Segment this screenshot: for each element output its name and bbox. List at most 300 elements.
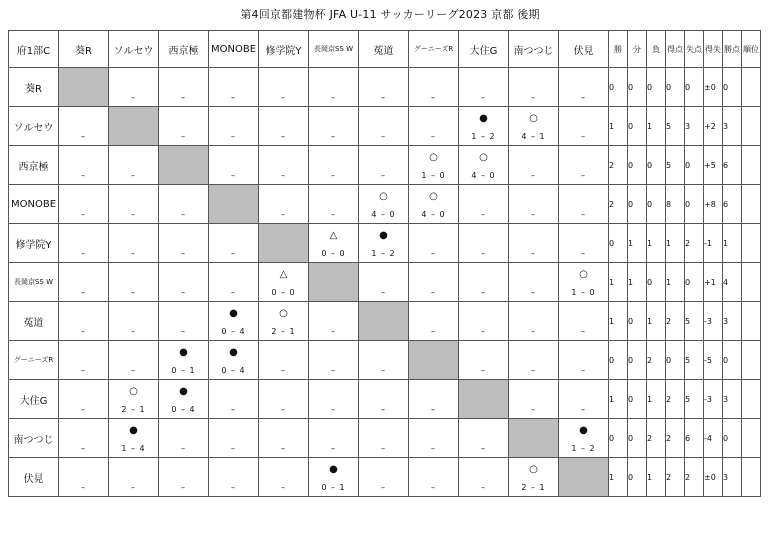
match-score: – bbox=[331, 366, 336, 375]
result-symbol: ○ bbox=[279, 308, 288, 319]
stat-losses: 2 bbox=[647, 341, 666, 380]
stat-goals-against: 2 bbox=[685, 458, 704, 497]
match-score: – bbox=[581, 210, 586, 219]
table-row bbox=[9, 68, 761, 107]
stat-points: 0 bbox=[723, 341, 742, 380]
stat-rank bbox=[742, 107, 761, 146]
match-score: – bbox=[381, 171, 386, 180]
match-score: 0 – 4 bbox=[221, 366, 246, 375]
col-team-5: 長岡京SS W bbox=[309, 31, 359, 68]
match-cell bbox=[409, 185, 459, 224]
match-score: – bbox=[281, 132, 286, 141]
stat-wins: 0 bbox=[609, 419, 628, 458]
header-row bbox=[9, 31, 761, 68]
stat-goals-against: 5 bbox=[685, 302, 704, 341]
match-score: – bbox=[281, 483, 286, 492]
match-score: – bbox=[331, 444, 336, 453]
match-score: – bbox=[431, 405, 436, 414]
match-cell bbox=[559, 380, 609, 419]
match-cell bbox=[459, 458, 509, 497]
stat-rank bbox=[742, 185, 761, 224]
match-cell bbox=[459, 224, 509, 263]
self-match-cell bbox=[259, 224, 309, 263]
match-cell bbox=[59, 185, 109, 224]
match-cell bbox=[209, 419, 259, 458]
match-cell bbox=[209, 458, 259, 497]
match-score: – bbox=[231, 483, 236, 492]
col-team-8: 大住G bbox=[459, 31, 509, 68]
stat-rank bbox=[742, 419, 761, 458]
match-score: 1 – 4 bbox=[121, 444, 146, 453]
table-row bbox=[9, 302, 761, 341]
match-cell bbox=[259, 68, 309, 107]
match-score: – bbox=[331, 210, 336, 219]
stat-points: 0 bbox=[723, 419, 742, 458]
row-team-name: 長岡京SS W bbox=[9, 263, 59, 302]
match-cell bbox=[209, 68, 259, 107]
match-cell bbox=[359, 68, 409, 107]
stat-losses: 0 bbox=[647, 185, 666, 224]
stat-points: 6 bbox=[723, 185, 742, 224]
match-cell bbox=[559, 302, 609, 341]
stat-goals-against: 2 bbox=[685, 224, 704, 263]
match-cell bbox=[359, 224, 409, 263]
match-cell bbox=[209, 146, 259, 185]
match-cell bbox=[459, 185, 509, 224]
stat-wins: 1 bbox=[609, 263, 628, 302]
match-cell bbox=[109, 224, 159, 263]
match-cell bbox=[209, 224, 259, 263]
stat-points: 1 bbox=[723, 224, 742, 263]
stat-losses: 1 bbox=[647, 224, 666, 263]
self-match-cell bbox=[109, 107, 159, 146]
match-cell bbox=[509, 146, 559, 185]
row-team-name: 修学院Y bbox=[9, 224, 59, 263]
match-score: – bbox=[281, 210, 286, 219]
table-row bbox=[9, 419, 761, 458]
match-cell bbox=[409, 419, 459, 458]
match-cell bbox=[259, 341, 309, 380]
match-score: – bbox=[381, 405, 386, 414]
match-cell bbox=[309, 341, 359, 380]
col-team-4: 修学院Y bbox=[259, 31, 309, 68]
stat-goals-against: 5 bbox=[685, 380, 704, 419]
match-score: – bbox=[331, 327, 336, 336]
match-score: 1 – 2 bbox=[571, 444, 596, 453]
league-table bbox=[8, 30, 761, 497]
match-score: – bbox=[131, 327, 136, 336]
match-score: – bbox=[231, 444, 236, 453]
stat-losses: 1 bbox=[647, 458, 666, 497]
row-team-name: 伏見 bbox=[9, 458, 59, 497]
stat-rank bbox=[742, 458, 761, 497]
stat-points: 3 bbox=[723, 458, 742, 497]
page-title: 第4回京都建物杯 JFA U-11 サッカーリーグ2023 京都 後期 bbox=[240, 8, 540, 21]
match-score: 0 – 4 bbox=[221, 327, 246, 336]
stat-goals-against: 6 bbox=[685, 419, 704, 458]
match-cell bbox=[159, 107, 209, 146]
match-score: – bbox=[181, 327, 186, 336]
stat-goals-for: 8 bbox=[666, 185, 685, 224]
match-score: – bbox=[581, 171, 586, 180]
match-score: 2 – 1 bbox=[271, 327, 296, 336]
stat-goals-for: 2 bbox=[666, 419, 685, 458]
row-team-name: 南つつじ bbox=[9, 419, 59, 458]
col-team-2: 西京極 bbox=[159, 31, 209, 68]
match-cell bbox=[409, 146, 459, 185]
match-score: – bbox=[481, 249, 486, 258]
result-symbol: ○ bbox=[129, 386, 138, 397]
match-cell bbox=[59, 341, 109, 380]
match-score: – bbox=[181, 483, 186, 492]
match-cell bbox=[209, 107, 259, 146]
match-score: 2 – 1 bbox=[121, 405, 146, 414]
self-match-cell bbox=[409, 341, 459, 380]
match-cell bbox=[509, 185, 559, 224]
table-row bbox=[9, 224, 761, 263]
stat-goal-diff: -1 bbox=[704, 224, 723, 263]
stat-rank bbox=[742, 68, 761, 107]
stat-losses: 1 bbox=[647, 302, 666, 341]
stat-goals-for: 0 bbox=[666, 341, 685, 380]
match-score: – bbox=[281, 405, 286, 414]
result-symbol: ● bbox=[229, 308, 238, 319]
match-cell bbox=[559, 263, 609, 302]
stat-rank bbox=[742, 302, 761, 341]
stat-goal-diff: -3 bbox=[704, 302, 723, 341]
match-score: – bbox=[481, 210, 486, 219]
match-score: – bbox=[481, 483, 486, 492]
match-score: – bbox=[181, 288, 186, 297]
self-match-cell bbox=[509, 419, 559, 458]
match-cell bbox=[109, 458, 159, 497]
stat-losses: 0 bbox=[647, 146, 666, 185]
stat-draws: 0 bbox=[628, 458, 647, 497]
division-label: 府1部C bbox=[9, 31, 59, 68]
result-symbol: ○ bbox=[429, 152, 438, 163]
stat-goals-against: 0 bbox=[685, 263, 704, 302]
match-cell bbox=[359, 419, 409, 458]
match-score: 0 – 0 bbox=[271, 288, 296, 297]
self-match-cell bbox=[209, 185, 259, 224]
match-score: – bbox=[81, 405, 86, 414]
result-symbol: ● bbox=[329, 464, 338, 475]
result-symbol: ● bbox=[179, 386, 188, 397]
match-score: – bbox=[381, 132, 386, 141]
match-score: 1 – 0 bbox=[421, 171, 446, 180]
stat-goals-against: 5 bbox=[685, 341, 704, 380]
match-score: – bbox=[131, 210, 136, 219]
stat-losses: 1 bbox=[647, 380, 666, 419]
match-cell bbox=[359, 185, 409, 224]
stat-draws: 1 bbox=[628, 263, 647, 302]
match-cell bbox=[359, 146, 409, 185]
stat-head-points: 勝点 bbox=[723, 31, 742, 68]
match-score: – bbox=[481, 444, 486, 453]
table-row bbox=[9, 263, 761, 302]
match-score: – bbox=[481, 93, 486, 102]
match-cell bbox=[409, 107, 459, 146]
match-score: – bbox=[531, 405, 536, 414]
match-cell bbox=[109, 263, 159, 302]
stat-wins: 1 bbox=[609, 458, 628, 497]
stat-goal-diff: ±0 bbox=[704, 68, 723, 107]
match-cell bbox=[459, 419, 509, 458]
match-score: – bbox=[131, 288, 136, 297]
match-score: 1 – 2 bbox=[471, 132, 496, 141]
row-team-name: 西京極 bbox=[9, 146, 59, 185]
table-row bbox=[9, 341, 761, 380]
row-team-name: 葵R bbox=[9, 68, 59, 107]
match-score: – bbox=[531, 171, 536, 180]
match-score: – bbox=[381, 93, 386, 102]
stat-goal-diff: +2 bbox=[704, 107, 723, 146]
stat-goals-for: 1 bbox=[666, 263, 685, 302]
match-cell bbox=[559, 107, 609, 146]
match-score: – bbox=[481, 288, 486, 297]
match-cell bbox=[109, 146, 159, 185]
stat-wins: 1 bbox=[609, 302, 628, 341]
match-score: – bbox=[281, 171, 286, 180]
match-cell bbox=[459, 107, 509, 146]
result-symbol: ○ bbox=[529, 113, 538, 124]
match-score: – bbox=[481, 366, 486, 375]
match-cell bbox=[159, 224, 209, 263]
result-symbol: ○ bbox=[429, 191, 438, 202]
match-score: – bbox=[181, 210, 186, 219]
result-symbol: △ bbox=[329, 230, 338, 241]
stat-draws: 0 bbox=[628, 341, 647, 380]
match-cell bbox=[59, 419, 109, 458]
match-score: – bbox=[331, 171, 336, 180]
match-cell bbox=[159, 263, 209, 302]
stat-wins: 1 bbox=[609, 107, 628, 146]
match-cell bbox=[59, 107, 109, 146]
match-score: – bbox=[131, 93, 136, 102]
stat-goals-for: 2 bbox=[666, 380, 685, 419]
match-score: – bbox=[131, 171, 136, 180]
stat-draws: 0 bbox=[628, 68, 647, 107]
result-symbol: ○ bbox=[529, 464, 538, 475]
match-score: – bbox=[81, 210, 86, 219]
col-team-0: 葵R bbox=[59, 31, 109, 68]
stat-goals-for: 1 bbox=[666, 224, 685, 263]
match-cell bbox=[309, 224, 359, 263]
match-cell bbox=[109, 185, 159, 224]
self-match-cell bbox=[59, 68, 109, 107]
stat-draws: 0 bbox=[628, 185, 647, 224]
stat-goal-diff: -4 bbox=[704, 419, 723, 458]
result-symbol: ● bbox=[129, 425, 138, 436]
match-score: – bbox=[431, 249, 436, 258]
stat-rank bbox=[742, 263, 761, 302]
match-score: – bbox=[81, 171, 86, 180]
match-score: – bbox=[581, 249, 586, 258]
match-score: – bbox=[181, 132, 186, 141]
stat-rank bbox=[742, 146, 761, 185]
match-score: – bbox=[231, 249, 236, 258]
match-score: – bbox=[81, 483, 86, 492]
match-score: – bbox=[531, 93, 536, 102]
match-cell bbox=[109, 341, 159, 380]
stat-head-rank: 順位 bbox=[742, 31, 761, 68]
result-symbol: ○ bbox=[579, 269, 588, 280]
match-score: – bbox=[231, 93, 236, 102]
match-cell bbox=[459, 146, 509, 185]
col-team-9: 南つつじ bbox=[509, 31, 559, 68]
match-score: – bbox=[231, 132, 236, 141]
match-score: 1 – 2 bbox=[371, 249, 396, 258]
match-score: – bbox=[81, 444, 86, 453]
match-cell bbox=[359, 458, 409, 497]
match-score: – bbox=[531, 366, 536, 375]
match-score: – bbox=[581, 366, 586, 375]
match-score: – bbox=[281, 444, 286, 453]
match-score: – bbox=[81, 327, 86, 336]
match-score: – bbox=[481, 327, 486, 336]
self-match-cell bbox=[559, 458, 609, 497]
match-cell bbox=[159, 185, 209, 224]
match-score: – bbox=[431, 444, 436, 453]
match-cell bbox=[409, 380, 459, 419]
match-cell bbox=[459, 302, 509, 341]
result-symbol: ● bbox=[229, 347, 238, 358]
stat-goal-diff: -3 bbox=[704, 380, 723, 419]
self-match-cell bbox=[159, 146, 209, 185]
match-cell bbox=[59, 302, 109, 341]
stat-wins: 2 bbox=[609, 185, 628, 224]
match-cell bbox=[309, 185, 359, 224]
col-team-10: 伏見 bbox=[559, 31, 609, 68]
stat-losses: 0 bbox=[647, 68, 666, 107]
match-score: – bbox=[131, 483, 136, 492]
match-cell bbox=[309, 146, 359, 185]
self-match-cell bbox=[459, 380, 509, 419]
row-team-name: 菟道 bbox=[9, 302, 59, 341]
match-score: – bbox=[581, 132, 586, 141]
match-cell bbox=[259, 458, 309, 497]
match-cell bbox=[509, 107, 559, 146]
match-cell bbox=[409, 224, 459, 263]
match-cell bbox=[559, 341, 609, 380]
stat-points: 3 bbox=[723, 107, 742, 146]
match-cell bbox=[309, 68, 359, 107]
match-cell bbox=[309, 302, 359, 341]
match-cell bbox=[109, 380, 159, 419]
stat-losses: 0 bbox=[647, 263, 666, 302]
match-cell bbox=[409, 458, 459, 497]
match-cell bbox=[259, 185, 309, 224]
stat-goals-for: 2 bbox=[666, 302, 685, 341]
match-score: 0 – 0 bbox=[321, 249, 346, 258]
match-cell bbox=[159, 302, 209, 341]
match-cell bbox=[359, 341, 409, 380]
stat-wins: 2 bbox=[609, 146, 628, 185]
match-score: – bbox=[431, 288, 436, 297]
match-score: – bbox=[531, 249, 536, 258]
match-score: – bbox=[581, 327, 586, 336]
stat-rank bbox=[742, 341, 761, 380]
col-team-1: ソルセウ bbox=[109, 31, 159, 68]
match-cell bbox=[209, 302, 259, 341]
match-cell bbox=[309, 107, 359, 146]
match-cell bbox=[359, 263, 409, 302]
match-cell bbox=[59, 458, 109, 497]
match-score: 4 – 1 bbox=[521, 132, 546, 141]
match-cell bbox=[109, 68, 159, 107]
match-score: – bbox=[281, 93, 286, 102]
match-score: 2 – 1 bbox=[521, 483, 546, 492]
col-team-7: グーニーズR bbox=[409, 31, 459, 68]
match-cell bbox=[359, 107, 409, 146]
match-score: – bbox=[581, 405, 586, 414]
result-symbol: ● bbox=[579, 425, 588, 436]
match-score: – bbox=[81, 249, 86, 258]
table-row bbox=[9, 458, 761, 497]
match-score: – bbox=[431, 327, 436, 336]
stat-head-losses: 負 bbox=[647, 31, 666, 68]
stat-goals-against: 0 bbox=[685, 68, 704, 107]
match-score: – bbox=[331, 405, 336, 414]
stat-goals-for: 5 bbox=[666, 107, 685, 146]
match-cell bbox=[159, 380, 209, 419]
result-symbol: ○ bbox=[379, 191, 388, 202]
match-cell bbox=[409, 302, 459, 341]
stat-goals-for: 2 bbox=[666, 458, 685, 497]
match-score: 4 – 0 bbox=[421, 210, 446, 219]
match-cell bbox=[509, 341, 559, 380]
match-score: – bbox=[381, 444, 386, 453]
match-score: 0 – 1 bbox=[171, 366, 196, 375]
stat-losses: 2 bbox=[647, 419, 666, 458]
match-cell bbox=[509, 263, 559, 302]
row-team-name: MONOBE bbox=[9, 185, 59, 224]
stat-wins: 1 bbox=[609, 380, 628, 419]
match-score: 4 – 0 bbox=[371, 210, 396, 219]
match-cell bbox=[159, 419, 209, 458]
match-score: – bbox=[531, 288, 536, 297]
result-symbol: ● bbox=[179, 347, 188, 358]
match-score: – bbox=[431, 93, 436, 102]
match-cell bbox=[409, 68, 459, 107]
match-cell bbox=[409, 263, 459, 302]
match-cell bbox=[209, 263, 259, 302]
match-score: – bbox=[381, 483, 386, 492]
stat-goal-diff: ±0 bbox=[704, 458, 723, 497]
match-score: – bbox=[331, 132, 336, 141]
match-cell bbox=[59, 146, 109, 185]
match-cell bbox=[309, 419, 359, 458]
match-cell bbox=[159, 68, 209, 107]
stat-draws: 0 bbox=[628, 146, 647, 185]
match-cell bbox=[509, 380, 559, 419]
match-cell bbox=[559, 185, 609, 224]
row-team-name: ソルセウ bbox=[9, 107, 59, 146]
match-score: – bbox=[81, 132, 86, 141]
stat-head-wins: 勝 bbox=[609, 31, 628, 68]
stat-wins: 0 bbox=[609, 224, 628, 263]
match-score: – bbox=[381, 288, 386, 297]
match-cell bbox=[209, 341, 259, 380]
match-score: 0 – 1 bbox=[321, 483, 346, 492]
match-cell bbox=[259, 380, 309, 419]
match-cell bbox=[559, 224, 609, 263]
stat-draws: 1 bbox=[628, 224, 647, 263]
match-cell bbox=[459, 68, 509, 107]
stat-goal-diff: +1 bbox=[704, 263, 723, 302]
match-cell bbox=[559, 146, 609, 185]
stat-rank bbox=[742, 380, 761, 419]
